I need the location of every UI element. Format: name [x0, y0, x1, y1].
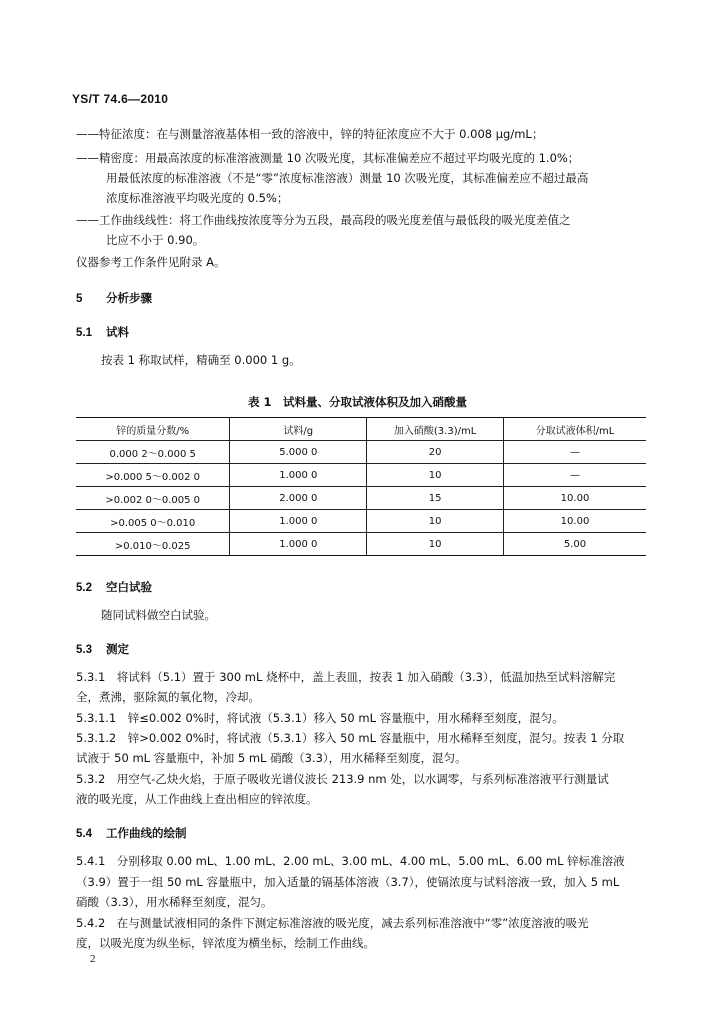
- list-item-linearity-cont: 比应不小于 0.90。: [106, 233, 205, 247]
- section-5-3-heading: [76, 641, 129, 657]
- table-cell: 10: [367, 533, 504, 556]
- table-cell: 1.000 0: [230, 510, 367, 533]
- section-5-4-heading: [76, 825, 187, 841]
- table-cell: 5.00: [503, 533, 646, 556]
- paragraph-5-3-1: 5.3.1 将试料（5.1）置于 300 mL 烧杯中，盖上表皿，按表 1 加入硝酸（3.3），低温加热至试料溶解完: [76, 670, 616, 684]
- paragraph-5-3-2: 5.3.2 用空气-乙炔火焰，于原子吸收光谱仪波长 213.9 nm 处，以水调零，与系列标准溶液平行测量试: [76, 772, 609, 786]
- table-cell: 20: [367, 441, 504, 464]
- section-number: 5.2: [76, 582, 92, 594]
- list-item-precision-cont-2: 浓度标准溶液平均吸光度的 0.5%；: [106, 191, 289, 205]
- table-1-caption: 表 1 试料量、分取试液体积及加入硝酸量: [247, 395, 467, 409]
- paragraph-5-3-1-2-cont: 试液于 50 mL 容量瓶中，补加 5 mL 硝酸（3.3），用水稀释至刻度，混匀。: [76, 751, 467, 765]
- table-row: [76, 533, 646, 556]
- section-title: 空白试验: [106, 580, 152, 594]
- page-number: 2: [90, 953, 96, 965]
- paragraph-5-3-1-1: 5.3.1.1 锌≤0.002 0%时，将试液（5.3.1）移入 50 mL 容量瓶中，用水稀释至刻度，混匀。: [76, 711, 564, 725]
- table-cell: —: [503, 441, 646, 464]
- list-item-linearity: ——工作曲线线性：将工作曲线按浓度等分为五段，最高段的吸光度差值与最低段的吸光度差值之: [76, 213, 571, 227]
- standard-header: YS/T 74.6—2010: [72, 92, 169, 106]
- table-row: [76, 441, 646, 464]
- list-item-precision: ——精密度：用最高浓度的标准溶液测量 10 次吸光度，其标准偏差应不超过平均吸光度的 1.0%；: [76, 151, 580, 165]
- table-cell: >0.010～0.025: [76, 533, 230, 556]
- paragraph-5-3-2-cont: 液的吸光度，从工作曲线上查出相应的锌浓度。: [76, 792, 318, 806]
- list-item-characteristic-concentration: ——特征浓度：在与测量溶液基体相一致的溶液中，锌的特征浓度应不大于 0.008 μg/mL；: [76, 127, 544, 141]
- section-number: 5.1: [76, 327, 92, 339]
- paragraph-5-3-1-2: 5.3.1.2 锌>0.002 0%时，将试液（5.3.1）移入 50 mL 容量瓶中，用水稀释至刻度，混匀。按表 1 分取: [76, 731, 625, 745]
- table-row: [76, 464, 646, 487]
- section-title: 工作曲线的绘制: [106, 826, 187, 840]
- section-title: 试料: [106, 325, 129, 339]
- section-5-2-text: 随同试料做空白试验。: [101, 608, 216, 622]
- list-item-precision-cont-1: 用最低浓度的标准溶液（不是“零”浓度标准溶液）测量 10 次吸光度，其标准偏差应不超过最高: [106, 171, 589, 185]
- paragraph-5-4-2-cont: 度，以吸光度为纵坐标，锌浓度为横坐标，绘制工作曲线。: [76, 936, 375, 950]
- paragraph-5-3-1-cont: 全，煮沸，驱除氮的氧化物，冷却。: [76, 690, 260, 704]
- table-row: [76, 487, 646, 510]
- table-cell: >0.005 0～0.010: [76, 510, 230, 533]
- table-cell: 0.000 2～0.000 5: [76, 441, 230, 464]
- table-cell: 10: [367, 464, 504, 487]
- column-header: 加入硝酸(3.3)/mL: [367, 418, 504, 441]
- section-5-heading: [76, 290, 152, 306]
- paragraph-5-4-1: 5.4.1 分别移取 0.00 mL、1.00 mL、2.00 mL、3.00 mL、4.00 mL、5.00 mL、6.00 mL 锌标准溶液: [76, 854, 625, 868]
- table-cell: 10.00: [503, 487, 646, 510]
- section-5-2-heading: [76, 579, 152, 595]
- section-5-1-heading: [76, 324, 129, 340]
- section-number: 5: [76, 293, 83, 305]
- table-row: [76, 510, 646, 533]
- column-header: 分取试液体积/mL: [503, 418, 646, 441]
- section-title: 测定: [106, 642, 129, 656]
- column-header: 锌的质量分数/%: [76, 418, 230, 441]
- table-cell: 10.00: [503, 510, 646, 533]
- table-cell: 5.000 0: [230, 441, 367, 464]
- paragraph-5-4-2: 5.4.2 在与测量试液相同的条件下测定标准溶液的吸光度，减去系列标准溶液中“零”浓度溶液的吸光: [76, 916, 589, 930]
- section-number: 5.4: [76, 828, 92, 840]
- section-title: 分析步骤: [106, 291, 152, 305]
- table-cell: 1.000 0: [230, 464, 367, 487]
- table-cell: 15: [367, 487, 504, 510]
- paragraph-5-4-1-cont-2: 硝酸（3.3），用水稀释至刻度，混匀。: [76, 895, 273, 909]
- section-5-1-text: 按表 1 称取试样，精确至 0.000 1 g。: [101, 353, 301, 367]
- table-header-row: [76, 418, 646, 441]
- table-cell: >0.002 0～0.005 0: [76, 487, 230, 510]
- appendix-note: 仪器参考工作条件见附录 A。: [76, 255, 226, 269]
- table-cell: 10: [367, 510, 504, 533]
- table-1: [76, 417, 646, 556]
- table-cell: >0.000 5～0.002 0: [76, 464, 230, 487]
- section-number: 5.3: [76, 644, 92, 656]
- table-cell: —: [503, 464, 646, 487]
- paragraph-5-4-1-cont: （3.9）置于一组 50 mL 容量瓶中，加入适量的镉基体溶液（3.7），使镉浓度与试料溶液一致，加入 5 mL: [76, 875, 620, 889]
- column-header: 试料/g: [230, 418, 367, 441]
- table-cell: 2.000 0: [230, 487, 367, 510]
- table-cell: 1.000 0: [230, 533, 367, 556]
